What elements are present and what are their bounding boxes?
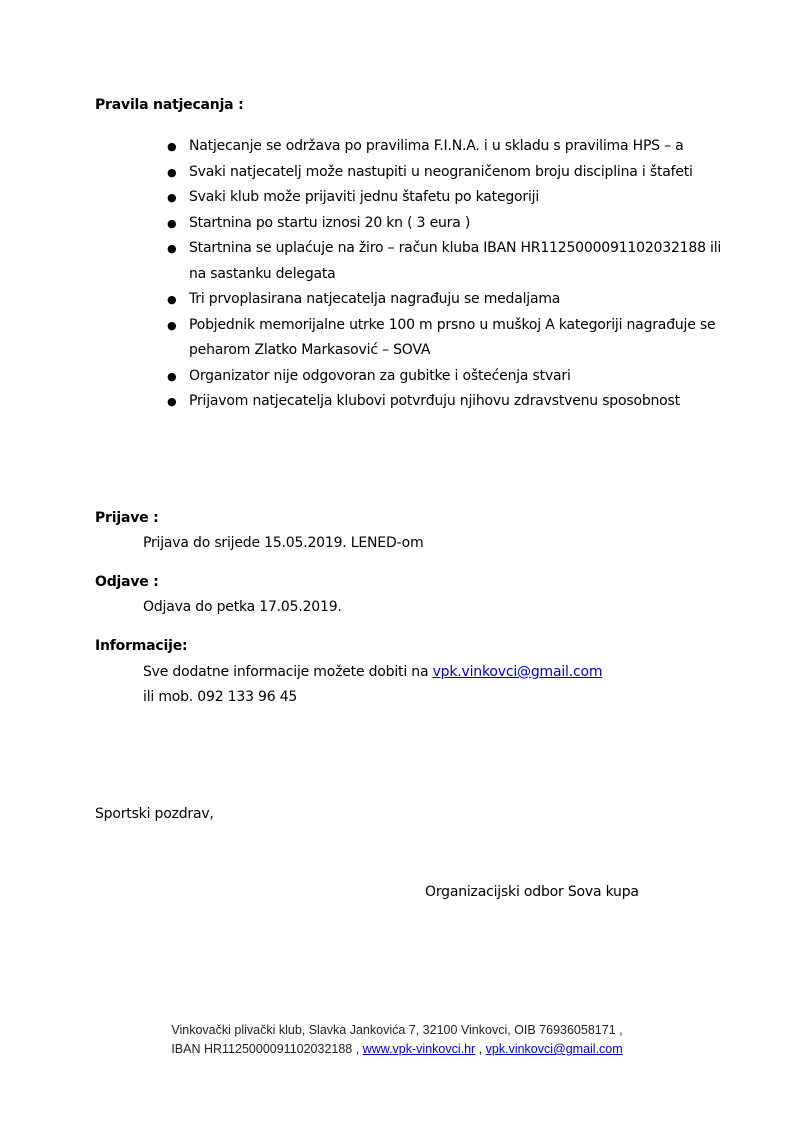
informacije-heading: Informacije:: [95, 638, 188, 654]
rule-item: ● Natjecanje se održava po pravilima F.I.N.A. i u skladu s pravilima HPS – a: [163, 134, 723, 160]
rule-item: ● Organizator nije odgovoran za gubitke i oštećenja stvari: [163, 364, 723, 390]
website-link[interactable]: www.vpk-vinkovci.hr: [362, 1042, 476, 1056]
bullet-icon: ●: [167, 191, 177, 204]
prijave-heading: Prijave :: [95, 510, 159, 526]
phone-line: ili mob. 092 133 96 45: [143, 689, 298, 705]
bullet-icon: ●: [167, 165, 177, 179]
rule-item: ● Svaki natjecatelj može nastupiti u neograničenom broju disciplina i štafeti: [163, 160, 723, 186]
greeting: Sportski pozdrav,: [95, 806, 214, 822]
bullet-icon: ●: [167, 369, 177, 383]
bullet-icon: ●: [167, 395, 177, 408]
bullet-icon: ●: [167, 293, 177, 306]
odjave-text: Odjava do petka 17.05.2019.: [143, 599, 342, 615]
rule-item: ● Startnina po startu iznosi 20 kn ( 3 eura ): [163, 211, 723, 237]
rule-item: ● Svaki klub može prijaviti jednu štafetu po kategoriji: [163, 185, 723, 211]
odjave-heading: Odjave :: [95, 574, 159, 590]
bullet-icon: ●: [167, 140, 177, 153]
rule-item: ● Prijavom natjecatelja klubovi potvrđuju njihovu zdravstvenu sposobnost: [163, 389, 723, 415]
rules-heading: Pravila natjecanja :: [95, 97, 244, 113]
email-link[interactable]: vpk.vinkovci@gmail.com: [432, 664, 603, 680]
informacije-text: Sve dodatne informacije možete dobiti na vpk.vinkovci@gmail.com: [143, 664, 603, 680]
bullet-icon: ●: [167, 216, 177, 230]
rule-item: ● Pobjednik memorijalne utrke 100 m prsno u muškoj A kategoriji nagrađuje se peharom Zlatko Markasović – SOVA: [163, 313, 723, 364]
footer-address: Vinkovački plivački klub, Slavka Jankovića 7, 32100 Vinkovci, OIB 76936058171 ,: [171, 1023, 623, 1037]
footer-email-link[interactable]: vpk.vinkovci@gmail.com: [485, 1042, 623, 1056]
footer-bank-contacts: IBAN HR1125000091102032188 , www.vpk-vinkovci.hr , vpk.vinkovci@gmail.com: [171, 1042, 623, 1056]
signature: Organizacijski odbor Sova kupa: [425, 884, 639, 900]
rule-item: ● Startnina se uplaćuje na žiro – račun kluba IBAN HR1125000091102032188 ili na sastanku delegata: [163, 236, 723, 287]
bullet-icon: ●: [167, 318, 177, 332]
rule-item: ● Tri prvoplasirana natjecatelja nagrađuju se medaljama: [163, 287, 723, 313]
bullet-icon: ●: [167, 242, 177, 255]
prijave-text: Prijava do srijede 15.05.2019. LENED-om: [143, 535, 424, 551]
rules-list: [163, 134, 723, 415]
